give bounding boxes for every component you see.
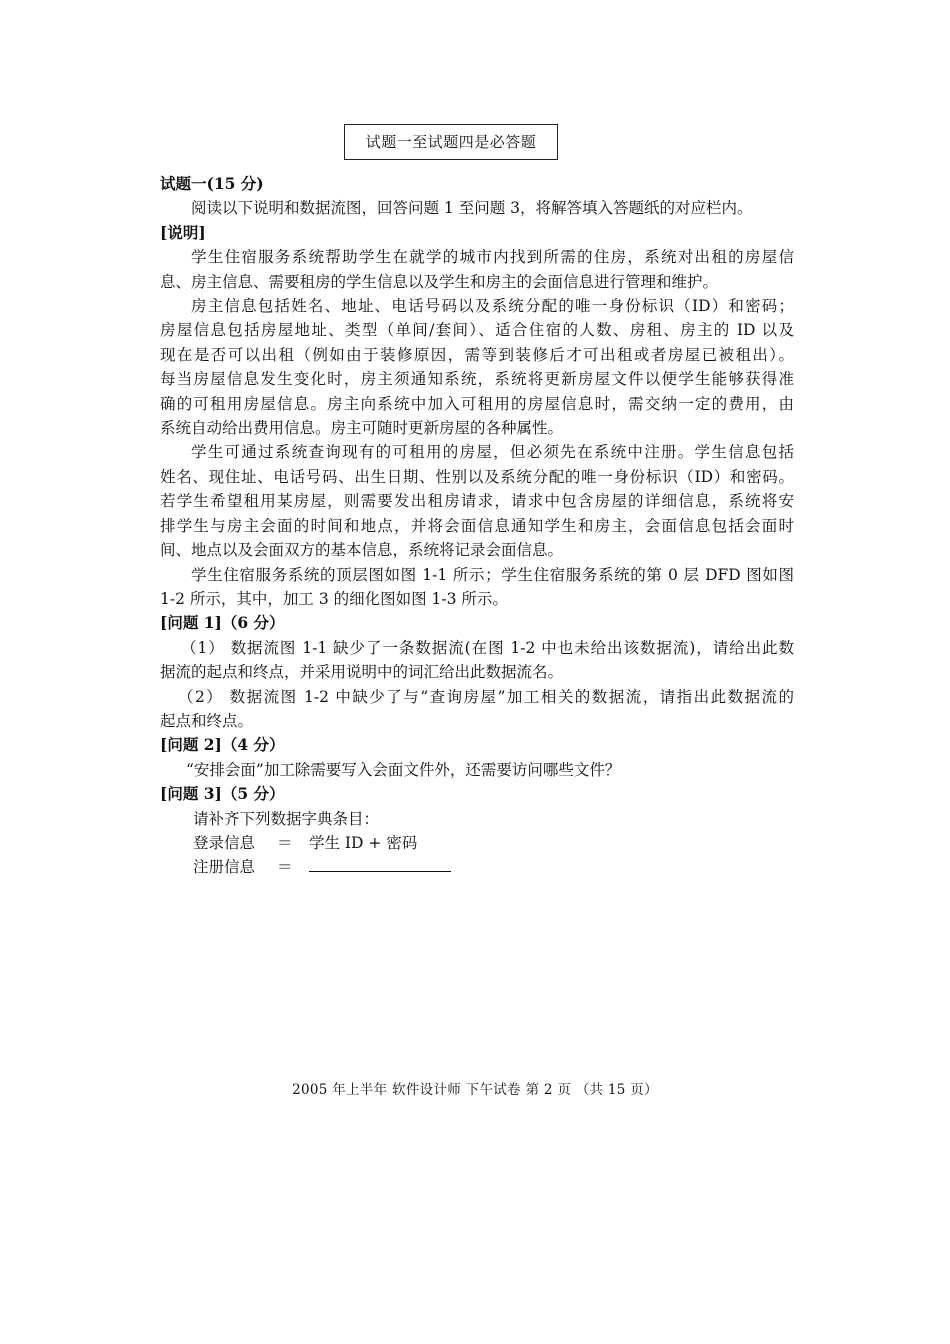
- text-line: 排学生与房主会面的时间和地点，并将会面信息通知学生和房主，会面信息包括会面时: [160, 516, 794, 535]
- problem-3-label: [问题 3]（5 分）: [160, 784, 285, 804]
- paragraph-student-info: [160, 440, 794, 562]
- text-line: 息、房主信息、需要租房的学生信息以及学生和房主的会面信息进行管理和维护。: [160, 272, 719, 291]
- text-line: 姓名、现住址、电话号码、出生日期、性别以及系统分配的唯一身份标识（ID）和密码。: [160, 467, 794, 486]
- problem-2-label: [问题 2]（4 分）: [160, 735, 285, 755]
- text-line: 间、地点以及会面双方的基本信息，系统将记录会面信息。: [160, 541, 564, 560]
- text-line: 学生住宿服务系统帮助学生在就学的城市内找到所需的住房，系统对出租的房屋信: [191, 248, 794, 267]
- paragraph-dfd-reference: [160, 563, 794, 612]
- page-footer: 2005 年上半年 软件设计师 下午试卷 第 2 页 （共 15 页）: [292, 1082, 658, 1098]
- dictionary-entry-value: 学生 ID + 密码: [309, 833, 418, 852]
- text-line: 若学生希望租用某房屋，则需要发出租房请求，请求中包含房屋的详细信息，系统将安: [160, 492, 794, 511]
- answer-blank[interactable]: [309, 855, 451, 872]
- paragraph-overview: [160, 245, 794, 294]
- equals-sign: ＝: [277, 858, 293, 877]
- text-line: 1-2 所示，其中，加工 3 的细化图如图 1-3 所示。: [160, 589, 508, 608]
- text-line: 学生可通过系统查询现有的可租用的房屋，但必须先在系统中注册。学生信息包括: [191, 443, 794, 462]
- question-one-section: [160, 172, 794, 880]
- description-label: [说明]: [160, 222, 206, 242]
- text-line: 系统自动给出费用信息。房主可随时更新房屋的各种属性。: [160, 419, 564, 438]
- text-line: 现在是否可以出租（例如由于装修原因，需等到装修后才可出租或者房屋已被租出）。: [160, 345, 794, 364]
- dictionary-entry-name: 注册信息: [193, 858, 256, 877]
- text-line: 据流的起点和终点，并采用说明中的词汇给出此数据流名。: [160, 663, 564, 682]
- equals-sign: ＝: [277, 833, 293, 852]
- text-line: （2） 数据流图 1-2 中缺少了与“查询房屋”加工相关的数据流，请指出此数据流的: [178, 687, 794, 706]
- paragraph-landlord-info: [160, 294, 794, 440]
- problem-1-label: [问题 1]（6 分）: [160, 613, 285, 633]
- problem-1-item-2: [160, 685, 794, 734]
- text-line: （1） 数据流图 1-1 缺少了一条数据流(在图 1-2 中也未给出该数据流)，请给出此数: [181, 638, 794, 657]
- problem-2-text: “安排会面”加工除需要写入会面文件外，还需要访问哪些文件？: [186, 760, 621, 779]
- text-line: 房屋信息包括房屋地址、类型（单间/套间）、适合住宿的人数、房租、房主的 ID 以及: [160, 321, 794, 340]
- text-line: 确的可租用房屋信息。房主向系统中加入可租用的房屋信息时，需交纳一定的费用，由: [160, 394, 794, 413]
- text-line: 学生住宿服务系统的顶层图如图 1-1 所示；学生住宿服务系统的第 0 层 DFD 图如图: [191, 565, 794, 584]
- problem-3-text: 请补齐下列数据字典条目：: [193, 809, 380, 828]
- dictionary-entry-name: 登录信息: [193, 833, 256, 852]
- dictionary-entry-register: [160, 855, 794, 879]
- problem-1-item-1: [160, 636, 794, 685]
- text-line: 每当房屋信息发生变化时，房主须通知系统，系统将更新房屋文件以便学生能够获得准: [160, 370, 794, 389]
- dictionary-entry-login: [160, 831, 794, 855]
- required-questions-banner: 试题一至试题四是必答题: [344, 124, 558, 160]
- text-line: 房主信息包括姓名、地址、电话号码以及系统分配的唯一身份标识（ID）和密码；: [191, 297, 794, 316]
- question-heading: 试题一(15 分): [160, 174, 264, 193]
- text-line: 起点和终点。: [160, 711, 254, 730]
- instruction-text: 阅读以下说明和数据流图，回答问题 1 至问题 3，将解答填入答题纸的对应栏内。: [191, 199, 753, 218]
